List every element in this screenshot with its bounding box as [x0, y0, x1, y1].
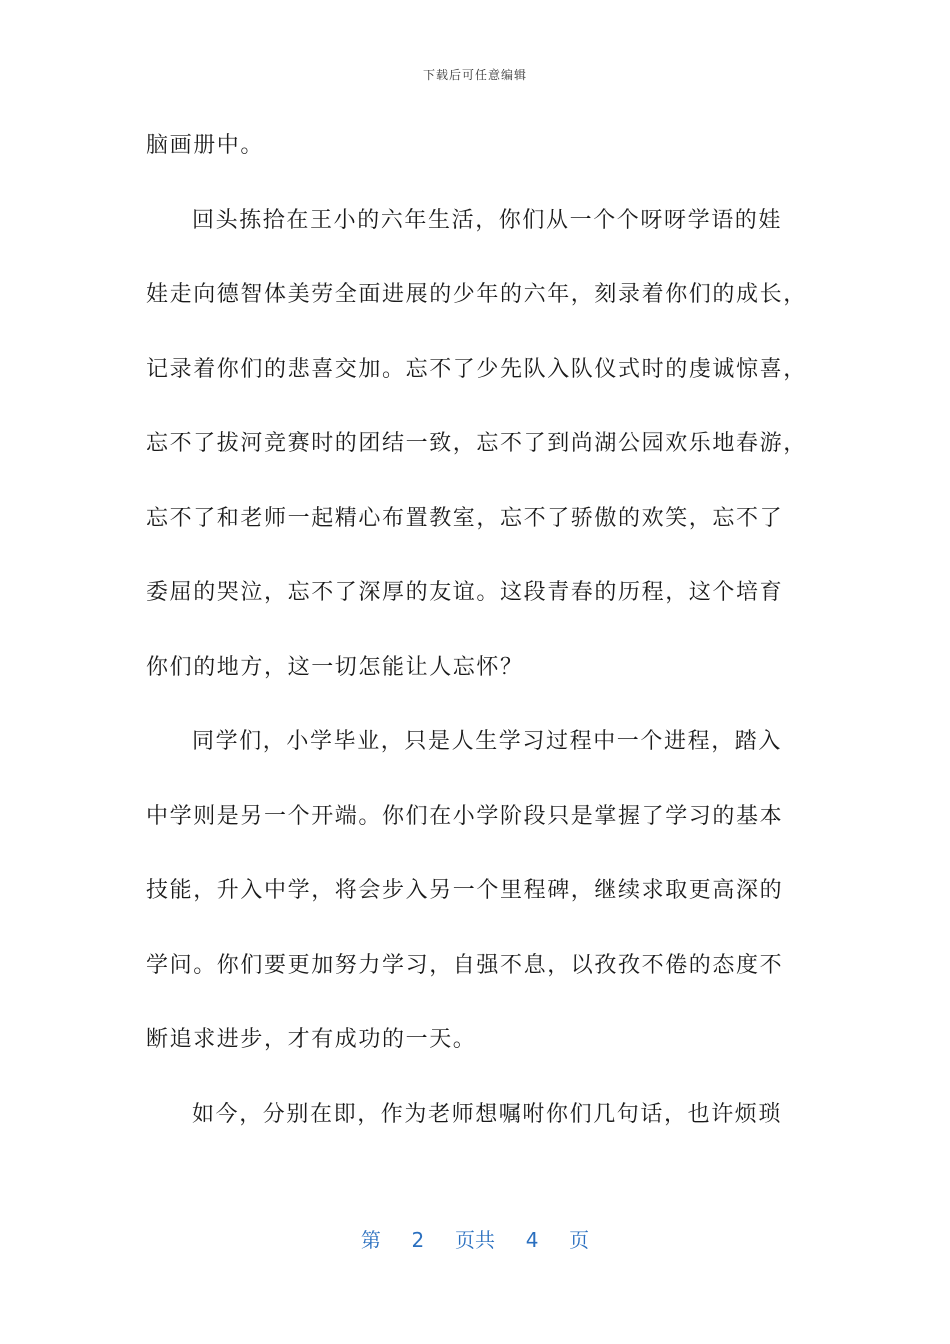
- footer-prefix: 第: [360, 1228, 381, 1252]
- paragraph-line: 中学则是另一个开端。你们在小学阶段只是掌握了学习的基本: [146, 803, 784, 829]
- paragraph-line: 忘不了和老师一起精心布置教室，忘不了骄傲的欢笑，忘不了: [146, 505, 784, 531]
- paragraph-line: 学问。你们要更加努力学习，自强不息，以孜孜不倦的态度不: [146, 952, 784, 978]
- current-page-number: 2: [411, 1228, 425, 1252]
- footer-suffix: 页: [569, 1228, 590, 1252]
- total-page-number: 4: [525, 1228, 539, 1252]
- header-note: 下载后可任意编辑: [422, 68, 527, 82]
- paragraph-line: 如今，分别在即，作为老师想嘱咐你们几句话，也许烦琐: [192, 1101, 783, 1127]
- paragraph-line: 忘不了拔河竞赛时的团结一致，忘不了到尚湖公园欢乐地春游，: [146, 431, 807, 456]
- paragraph-line: 同学们，小学毕业，只是人生学习过程中一个进程，踏入: [192, 729, 783, 754]
- paragraph-line: 回头拣拾在王小的六年生活，你们从一个个呀呀学语的娃: [192, 207, 783, 233]
- paragraph-line: 脑画册中。: [146, 133, 265, 158]
- page-number-footer: [0, 1224, 950, 1253]
- body-text: [146, 118, 806, 1161]
- paragraph-line: 技能，升入中学，将会步入另一个里程碑，继续求取更高深的: [146, 878, 784, 903]
- paragraph-line: 断追求进步，才有成功的一天。: [146, 1027, 477, 1052]
- footer-middle: 页共: [455, 1228, 495, 1252]
- paragraph-line: 娃走向德智体美劳全面进展的少年的六年，刻录着你们的成长，: [146, 282, 807, 307]
- paragraph-line: 记录着你们的悲喜交加。忘不了少先队入队仪式时的虔诚惊喜，: [146, 356, 807, 382]
- paragraph-line: 你们的地方，这一切怎能让人忘怀？: [146, 654, 524, 680]
- paragraph-line: 委屈的哭泣，忘不了深厚的友谊。这段青春的历程，这个培育: [146, 580, 784, 605]
